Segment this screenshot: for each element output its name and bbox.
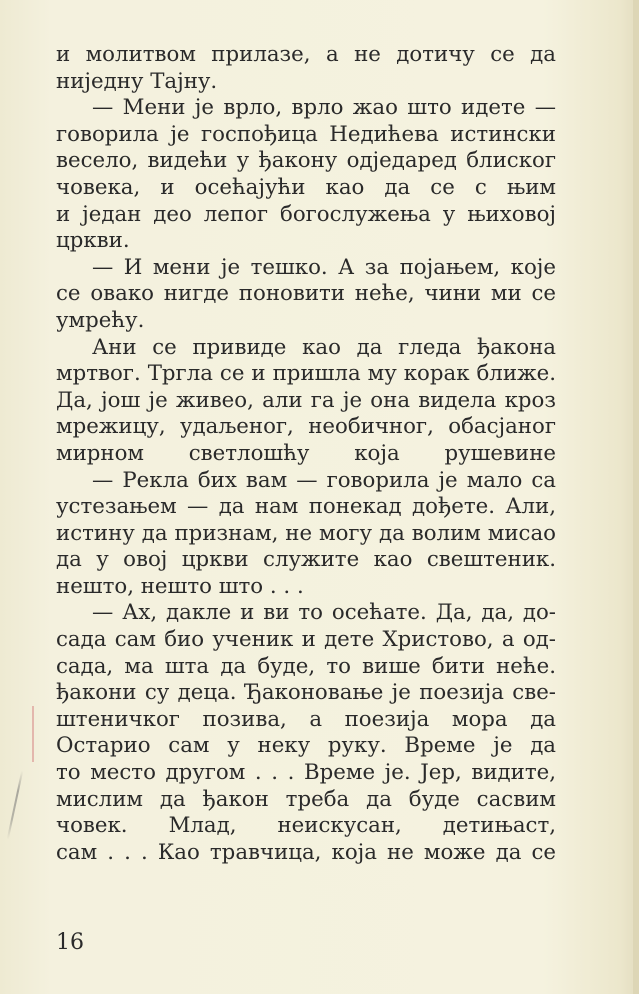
text-line: то место другом . . . Време је. Јер, видите, [56,760,556,786]
text-line: Да, још је живео, али га је она видела кроз [56,387,556,413]
text-line: човек. Млад, неискусан, детињаст, [56,813,556,839]
text-line: сада, ма шта да буде, то више бити неће. [56,653,556,679]
page-edge [633,0,639,994]
text-line: мртвог. Тргла се и пришла му корак ближе. [56,361,556,387]
text-line: истину да признам, не могу да волим мисао [56,520,556,546]
text-line: човека, и осећајући као да се с њим [56,174,556,200]
margin-red-mark [32,706,34,762]
text-line: — Рекла бих вам — говорила је мало са [92,467,556,493]
body-text [56,42,556,866]
text-line: штеничког позива, а поезија мора да [56,706,556,732]
text-line: мирном светлошћу која рушевине [56,440,556,466]
margin-pencil-mark [7,771,24,840]
text-line: да у овој цркви служите као свештеник. [56,547,556,573]
text-line: мислим да ђакон треба да буде сасвим [56,786,556,812]
text-line: нешто, нешто што . . . [56,573,304,599]
text-line: умрећу. [56,307,145,333]
text-line: сам . . . Као травчица, која не може да се [56,839,556,865]
text-line: се овако нигде поновити неће, чини ми се [56,281,556,307]
text-line: — Ах, дакле и ви то осећате. Да, да, до- [92,600,556,626]
text-line: — Мени је врло, врло жао што идете — [92,95,556,121]
text-line: Ани се привиде као да гледа ђакона [92,334,556,360]
text-line: — И мени је тешко. А за појањем, које [92,254,556,280]
page-number: 16 [56,930,84,955]
text-line: сада сам био ученик и дете Христово, а од- [56,627,556,653]
text-line: устезањем — да нам понекад дођете. Али, [56,494,556,520]
text-line: и један део лепог богослужења у њиховој [56,201,556,227]
text-line: и молитвом прилазе, а не дотичу се да [56,42,556,67]
text-line: ниједну Тајну. [56,68,218,94]
text-line: Остарио сам у неку руку. Време је да [56,733,556,759]
text-line: говорила је госпођица Недићева истински [56,121,556,147]
text-line: весело, видећи у ђакону одједаред блиског [56,148,556,174]
text-line: мрежицу, удаљеног, необичног, обасјаног [56,414,556,440]
text-line: ђакони су деца. Ђаконовање је поезија све- [56,680,556,706]
text-line: цркви. [56,228,130,254]
